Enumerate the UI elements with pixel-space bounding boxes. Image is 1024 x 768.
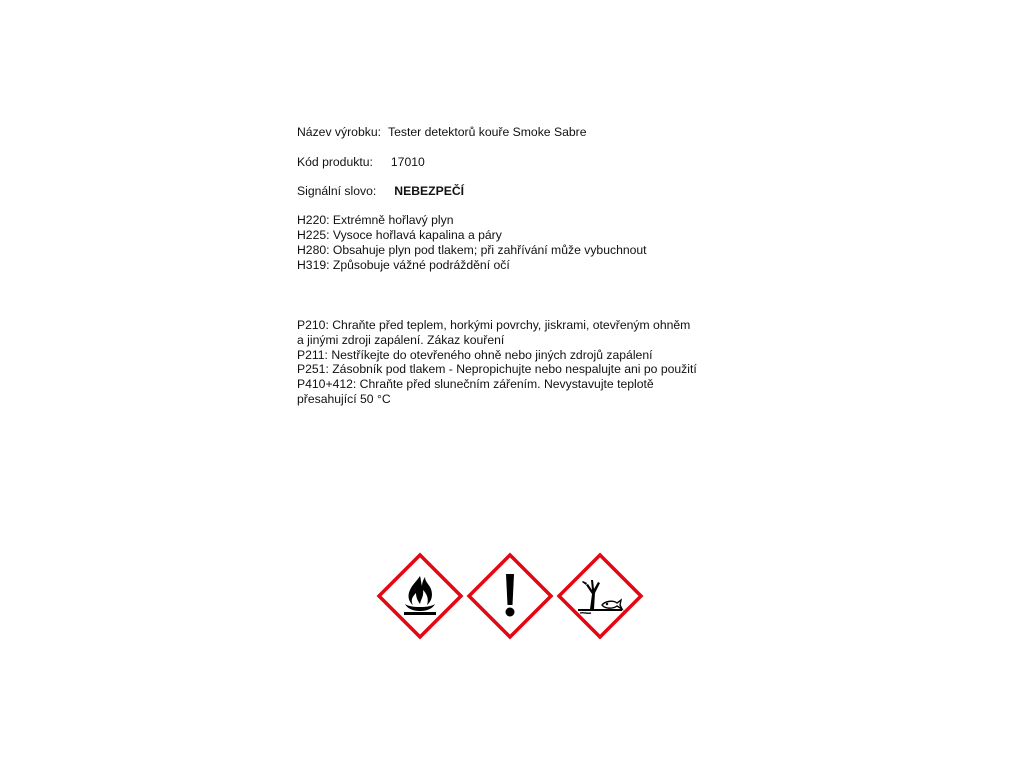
product-code-label: Kód produktu:: [297, 155, 373, 169]
signal-word-label: Signální slovo:: [297, 184, 377, 198]
precautionary-statement: P410+412: Chraňte před slunečním zářením. Nevystavujte teplotě: [297, 377, 654, 392]
hazard-statement: H220: Extrémně hořlavý plyn: [297, 213, 454, 227]
product-code-value: 17010: [390, 155, 425, 169]
product-code-row: [297, 155, 425, 170]
hazard-statement: H319: Způsobuje vážné podráždění očí: [297, 258, 510, 272]
precautionary-statement: a jinými zdroji zapálení. Zákaz kouření: [297, 332, 505, 347]
signal-word-row: [297, 184, 464, 199]
signal-word-value: NEBEZPEČÍ: [394, 184, 465, 198]
flame-icon: [376, 552, 464, 640]
precautionary-statement: P251: Zásobník pod tlakem - Nepropichujte nebo nespalujte ani po použití: [297, 362, 697, 377]
hazard-pictograms: [376, 552, 646, 640]
hazard-statement: H280: Obsahuje plyn pod tlakem; při zahřívání může vybuchnout: [297, 243, 647, 257]
precautionary-statements: [297, 318, 697, 407]
precautionary-statement: P211: Nestříkejte do otevřeného ohně nebo jiných zdrojů zapálení: [297, 347, 653, 362]
product-name-value: Tester detektorů kouře Smoke Sabre: [388, 125, 587, 139]
exclamation-mark-icon: [466, 552, 554, 640]
precautionary-statement: P210: Chraňte před teplem, horkými povrchy, jiskrami, otevřeným ohněm: [297, 318, 691, 332]
hazard-statement: H225: Vysoce hořlavá kapalina a páry: [297, 228, 502, 242]
environment-hazard-icon: [556, 552, 644, 640]
hazard-statements: [297, 213, 647, 273]
product-name-label: Název výrobku:: [297, 125, 381, 139]
product-name-row: [297, 125, 587, 140]
precautionary-statement: přesahující 50 °C: [297, 391, 391, 406]
